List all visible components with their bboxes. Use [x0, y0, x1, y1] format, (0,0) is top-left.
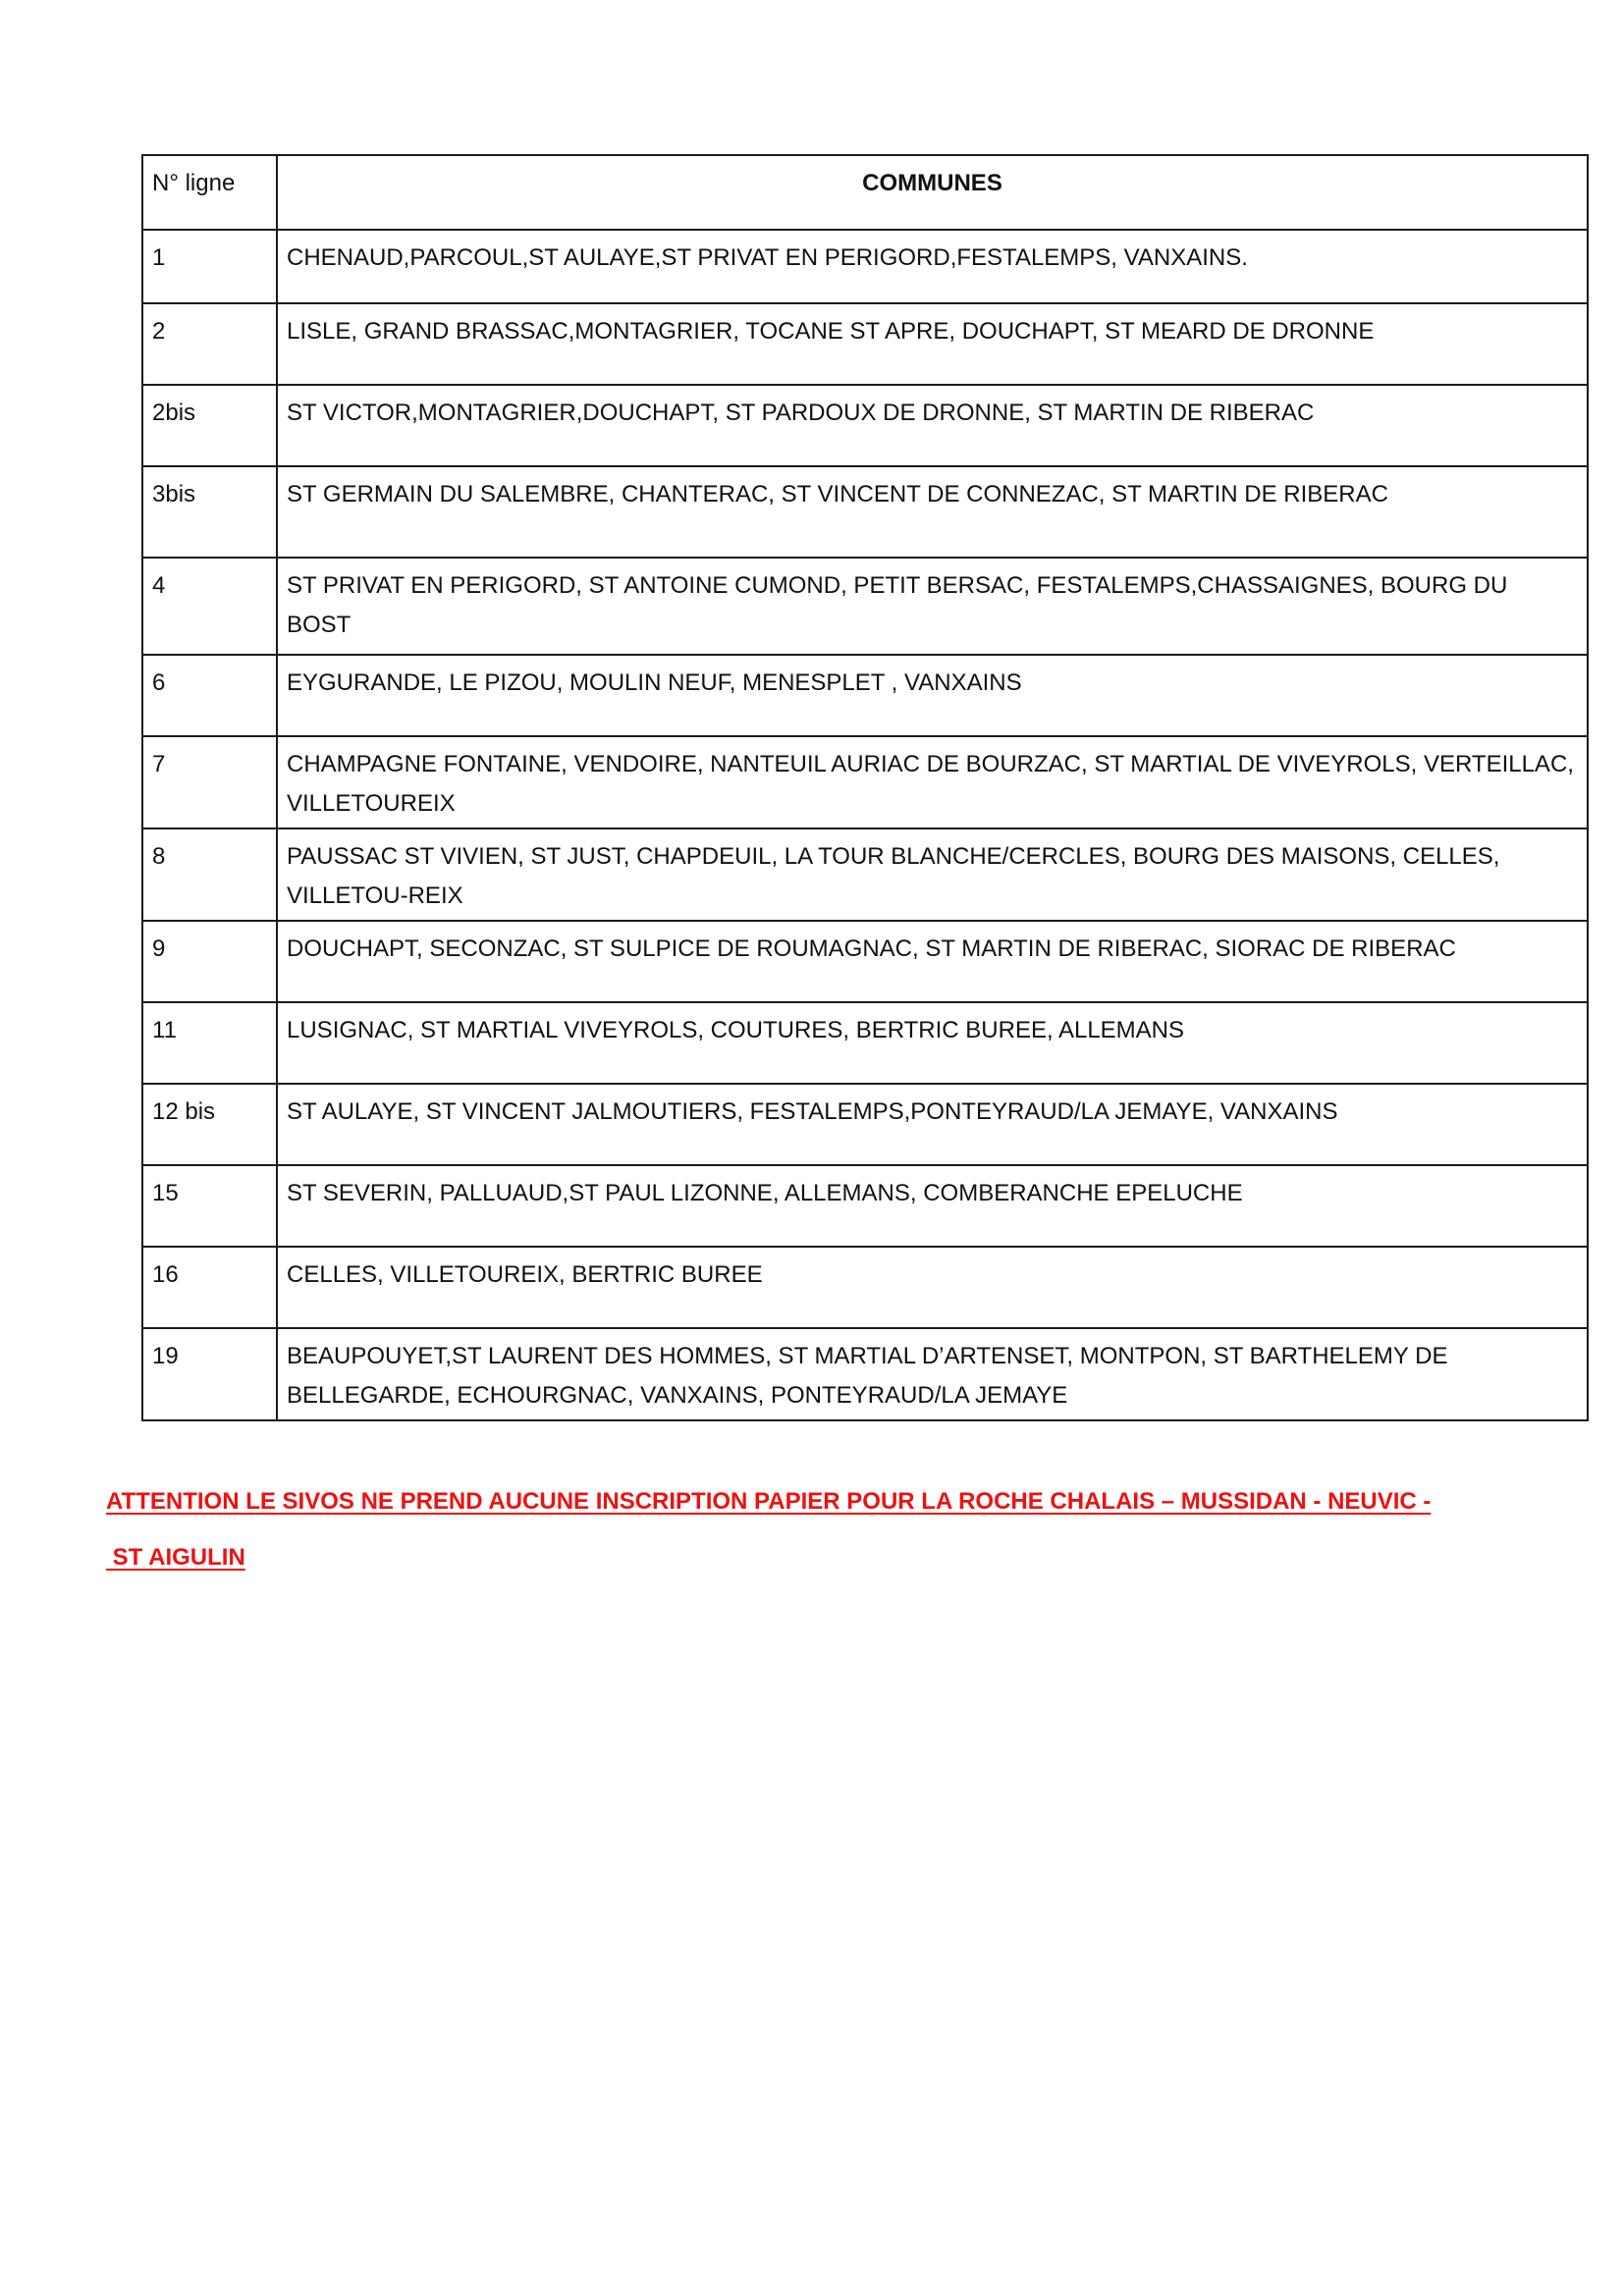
header-line-number: N° ligne: [142, 155, 277, 230]
table-row: [142, 385, 1588, 466]
communes-cell: CHAMPAGNE FONTAINE, VENDOIRE, NANTEUIL AURIAC DE BOURZAC, ST MARTIAL DE VIVEYROLS, VERTEILLAC, VILLETOUREIX: [277, 736, 1588, 828]
table-row: [142, 558, 1588, 655]
line-number-cell: 6: [142, 655, 277, 736]
bus-lines-table: [141, 154, 1589, 1421]
table-row: [142, 828, 1588, 921]
table-row: [142, 1165, 1588, 1247]
communes-cell: ST GERMAIN DU SALEMBRE, CHANTERAC, ST VINCENT DE CONNEZAC, ST MARTIN DE RIBERAC: [277, 466, 1588, 558]
table-row: [142, 303, 1588, 385]
communes-cell: BEAUPOUYET,ST LAURENT DES HOMMES, ST MARTIAL D’ARTENSET, MONTPON, ST BARTHELEMY DE BELLEGARDE, ECHOURGNAC, VANXAINS, PONTEYRAUD/LA JEMAYE: [277, 1328, 1588, 1420]
line-number-cell: 11: [142, 1002, 277, 1084]
line-number-cell: 16: [142, 1247, 277, 1328]
communes-cell: CELLES, VILLETOUREIX, BERTRIC BUREE: [277, 1247, 1588, 1328]
table-row: [142, 1084, 1588, 1165]
line-number-cell: 1: [142, 230, 277, 303]
warning-notice-line-1: ATTENTION LE SIVOS NE PREND AUCUNE INSCRIPTION PAPIER POUR LA ROCHE CHALAIS – MUSSIDAN - NEUVIC -: [106, 1488, 1432, 1515]
table-row: [142, 1002, 1588, 1084]
communes-cell: LISLE, GRAND BRASSAC,MONTAGRIER, TOCANE ST APRE, DOUCHAPT, ST MEARD DE DRONNE: [277, 303, 1588, 385]
communes-cell: EYGURANDE, LE PIZOU, MOULIN NEUF, MENESPLET , VANXAINS: [277, 655, 1588, 736]
table-header-row: [142, 155, 1588, 230]
line-number-cell: 7: [142, 736, 277, 828]
table-row: [142, 230, 1588, 303]
line-number-cell: 4: [142, 558, 277, 655]
line-number-cell: 2: [142, 303, 277, 385]
table-row: [142, 1328, 1588, 1420]
communes-cell: PAUSSAC ST VIVIEN, ST JUST, CHAPDEUIL, LA TOUR BLANCHE/CERCLES, BOURG DES MAISONS, CELLES, VILLETOU-REIX: [277, 828, 1588, 921]
communes-cell: CHENAUD,PARCOUL,ST AULAYE,ST PRIVAT EN PERIGORD,FESTALEMPS, VANXAINS.: [277, 230, 1588, 303]
warning-notice-line-2: ST AIGULIN: [106, 1544, 245, 1571]
table-row: [142, 736, 1588, 828]
communes-cell: LUSIGNAC, ST MARTIAL VIVEYROLS, COUTURES, BERTRIC BUREE, ALLEMANS: [277, 1002, 1588, 1084]
line-number-cell: 15: [142, 1165, 277, 1247]
line-number-cell: 12 bis: [142, 1084, 277, 1165]
line-number-cell: 9: [142, 921, 277, 1002]
table-row: [142, 466, 1588, 558]
communes-cell: ST PRIVAT EN PERIGORD, ST ANTOINE CUMOND, PETIT BERSAC, FESTALEMPS,CHASSAIGNES, BOURG DU BOST: [277, 558, 1588, 655]
line-number-cell: 2bis: [142, 385, 277, 466]
table-row: [142, 921, 1588, 1002]
communes-cell: DOUCHAPT, SECONZAC, ST SULPICE DE ROUMAGNAC, ST MARTIN DE RIBERAC, SIORAC DE RIBERAC: [277, 921, 1588, 1002]
line-number-cell: 19: [142, 1328, 277, 1420]
line-number-cell: 3bis: [142, 466, 277, 558]
communes-cell: ST SEVERIN, PALLUAUD,ST PAUL LIZONNE, ALLEMANS, COMBERANCHE EPELUCHE: [277, 1165, 1588, 1247]
header-communes: COMMUNES: [277, 155, 1588, 230]
table-row: [142, 1247, 1588, 1328]
line-number-cell: 8: [142, 828, 277, 921]
communes-cell: ST AULAYE, ST VINCENT JALMOUTIERS, FESTALEMPS,PONTEYRAUD/LA JEMAYE, VANXAINS: [277, 1084, 1588, 1165]
table-row: [142, 655, 1588, 736]
communes-cell: ST VICTOR,MONTAGRIER,DOUCHAPT, ST PARDOUX DE DRONNE, ST MARTIN DE RIBERAC: [277, 385, 1588, 466]
